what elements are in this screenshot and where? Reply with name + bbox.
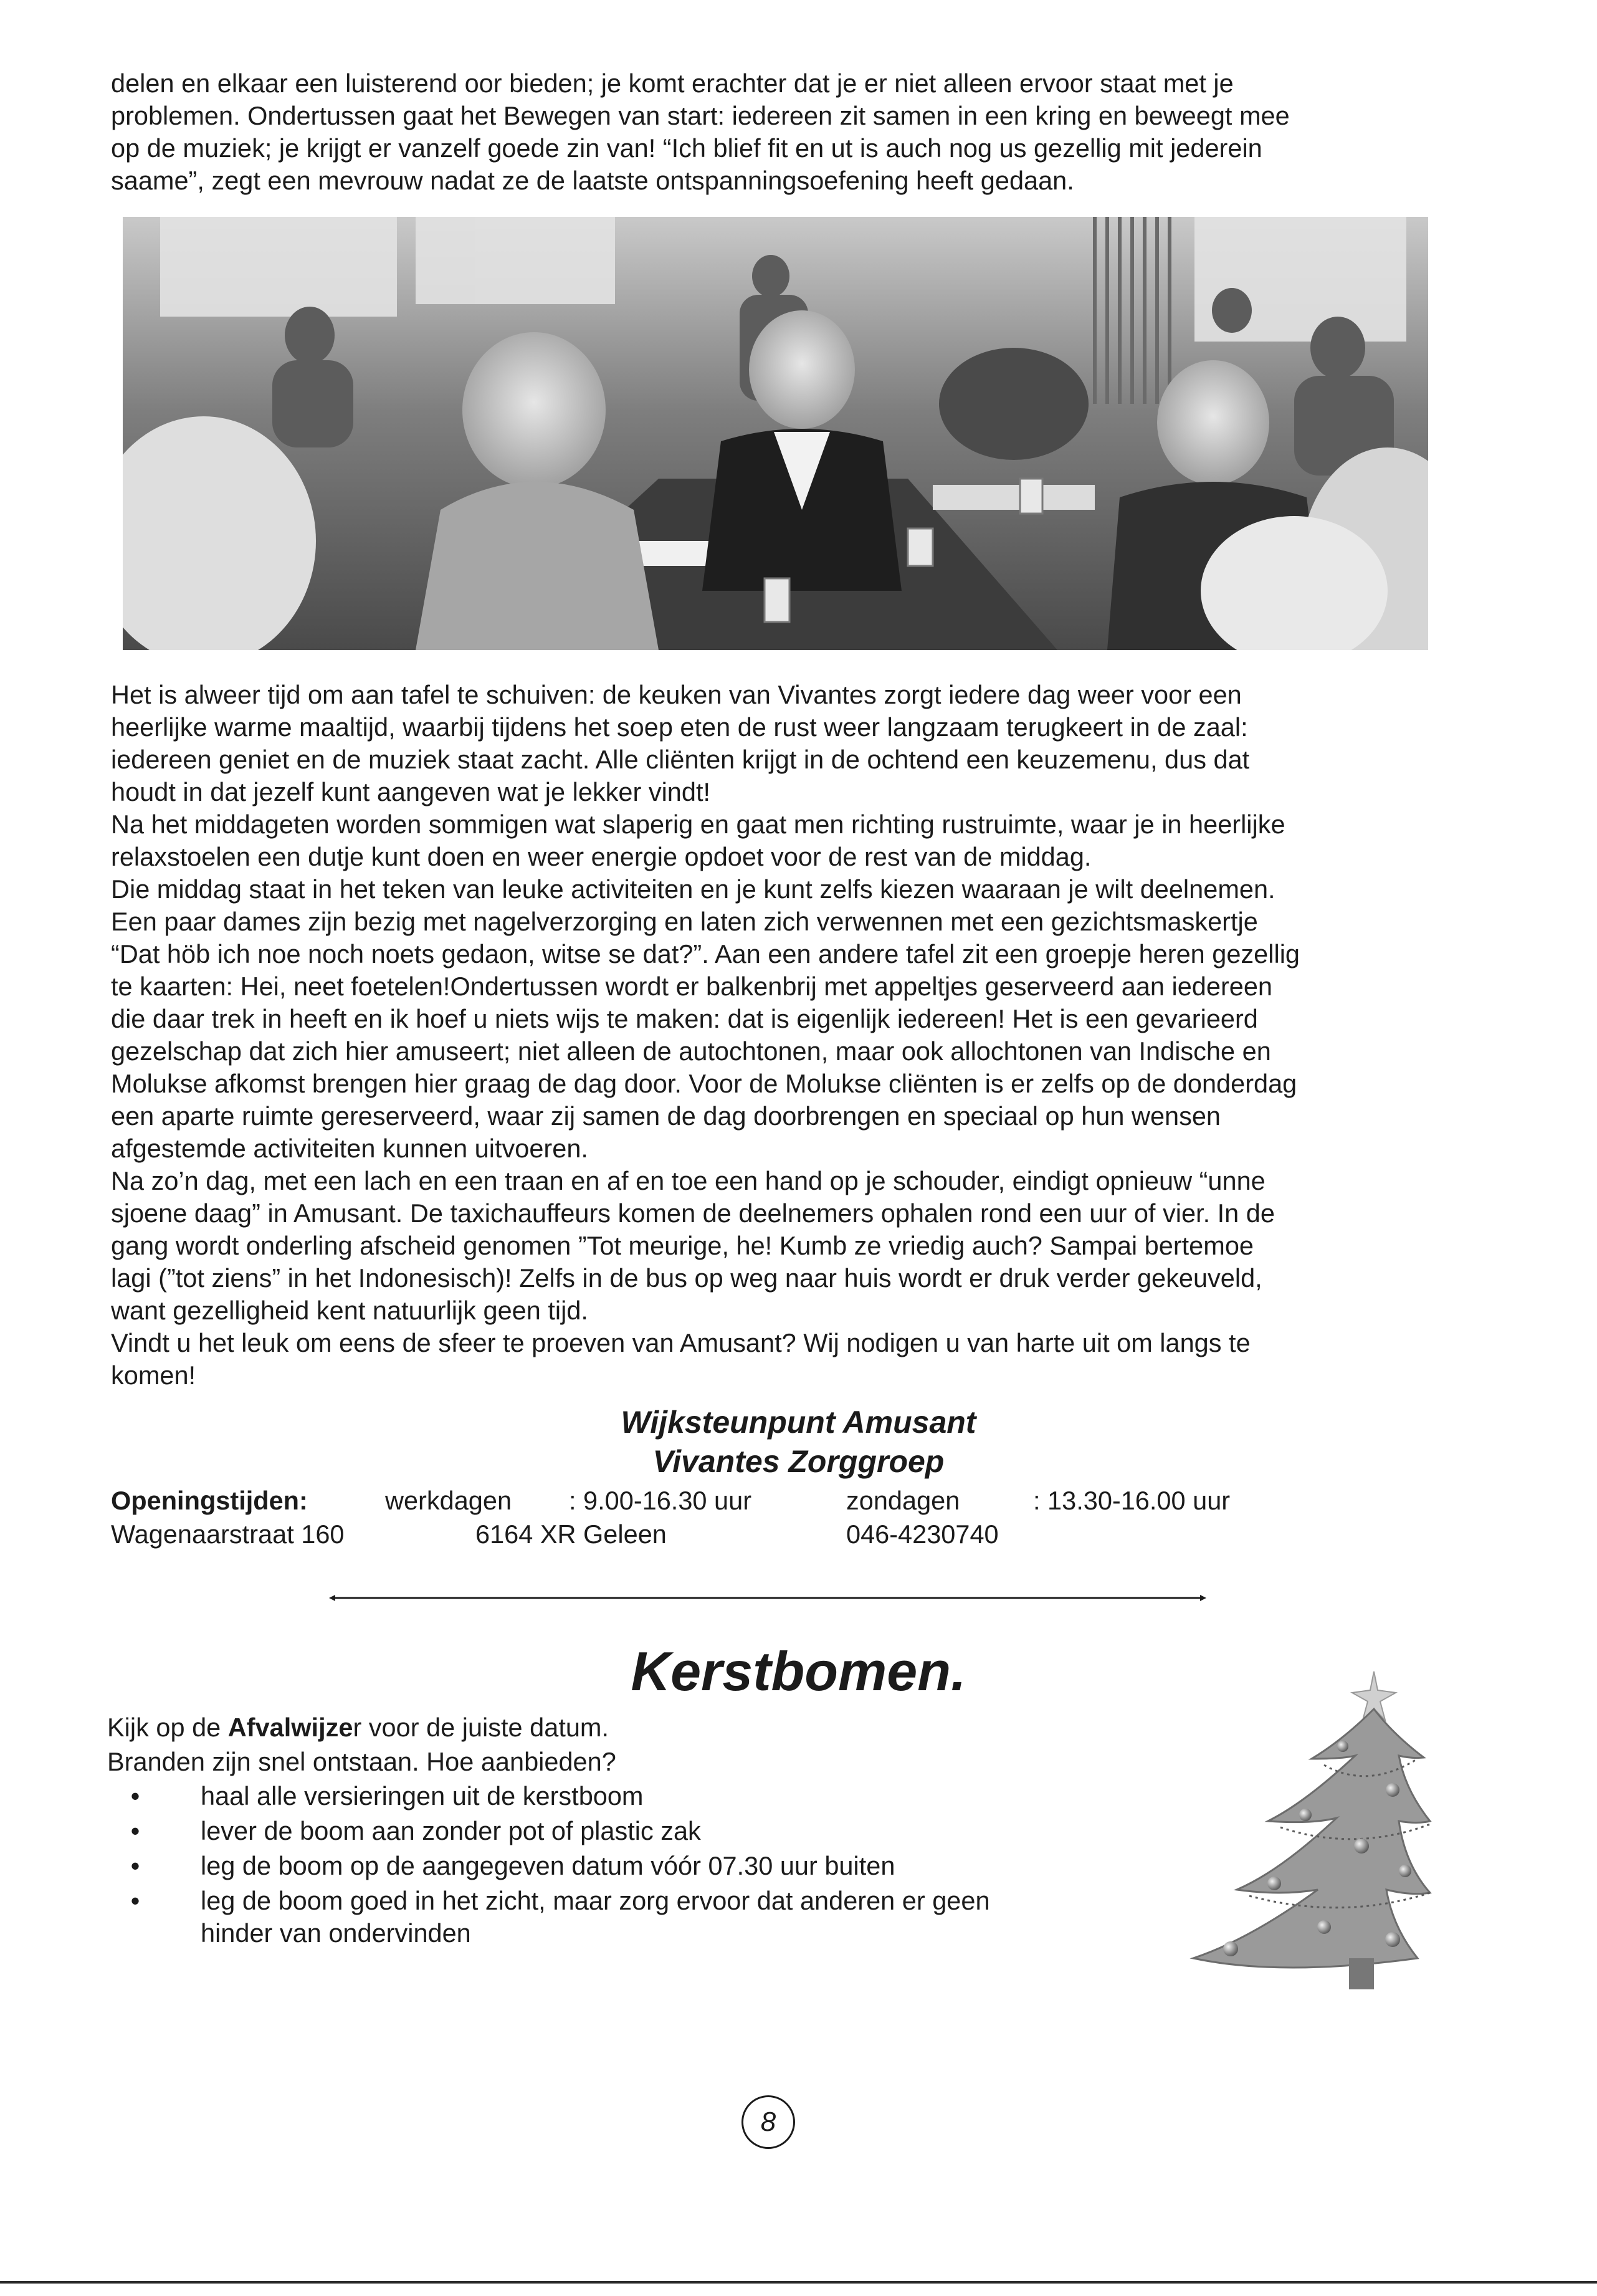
- text-line: saame”, zegt een mevrouw nadat ze de laatste ontspanningsoefening heeft gedaan.: [111, 166, 1074, 195]
- text-line: want gezelligheid kent natuurlijk geen tijd.: [111, 1296, 588, 1325]
- bullet-icon: •: [130, 1886, 140, 1915]
- text-line: Molukse afkomst brengen hier graag de dag door. Voor de Molukse cliënten is er zelfs op de donderdag: [111, 1069, 1297, 1098]
- kerstbomen-title: Kerstbomen.: [631, 1640, 966, 1702]
- text-line: Vindt u het leuk om eens de sfeer te proeven van Amusant? Wij nodigen u van harte uit om langs te: [111, 1328, 1251, 1357]
- street: Wagenaarstraat 160: [111, 1519, 345, 1549]
- text-line: Na zo’n dag, met een lach en een traan en af en toe een hand op je schouder, eindigt opnieuw “unne: [111, 1166, 1266, 1195]
- text-line: lagi (”tot ziens” in het Indonesisch)! Zelfs in de bus op weg naar huis wordt er druk verder gekeuveld,: [111, 1263, 1262, 1293]
- opening-hours-row: [111, 1485, 1438, 1517]
- text-line: problemen. Ondertussen gaat het Bewegen van start: iedereen zit samen in een kring en beweegt mee: [111, 101, 1290, 130]
- page-number: 8: [741, 2095, 795, 2149]
- text-line: gang wordt onderling afscheid genomen ”Tot meurige, he! Kumb ze vriedig auch? Sampai bertemoe: [111, 1231, 1254, 1260]
- weekdays-time: : 9.00-16.30 uur: [569, 1486, 752, 1515]
- text-line: Een paar dames zijn bezig met nagelverzorging en laten zich verwennen met een gezichtsmaskertje: [111, 907, 1258, 936]
- list-item-text: leg de boom op de aangegeven datum vóór 07.30 uur buiten: [201, 1851, 895, 1880]
- main-paragraph: [111, 679, 1438, 1392]
- line1-prefix: Kijk op de: [107, 1713, 228, 1742]
- afvalwijzer-line: [107, 1711, 609, 1744]
- text-line: Het is alweer tijd om aan tafel te schuiven: de keuken van Vivantes zorgt iedere dag weer voor een: [111, 680, 1242, 709]
- phone: 046-4230740: [846, 1519, 999, 1549]
- text-line: afgestemde activiteiten kunnen uitvoeren.: [111, 1134, 588, 1163]
- text-line: heerlijke warme maaltijd, waarbij tijdens het soep eten de rust weer langzaam terugkeert in de zaal:: [111, 712, 1248, 742]
- text-line: die daar trek in heeft en ik hoef u niets wijs te maken: dat is eigenlijk iedereen! Het is een gevarieerd: [111, 1004, 1258, 1033]
- org-group-heading: Vivantes Zorggroep: [652, 1444, 945, 1479]
- opening-hours-label: Openingstijden:: [111, 1486, 308, 1515]
- bottom-edge-rule: [0, 2281, 1597, 2284]
- afvalwijzer-label: Afvalwijze: [227, 1713, 353, 1742]
- line1-suffix: r voor de juiste datum.: [353, 1713, 609, 1742]
- address-row: [111, 1518, 1438, 1551]
- text-line: gezelschap dat zich hier amuseert; niet alleen de autochtonen, maar ook allochtonen van Indische en: [111, 1036, 1271, 1066]
- group-dining-photo: [123, 217, 1428, 650]
- bullet-icon: •: [130, 1816, 140, 1845]
- list-item-text: haal alle versieringen uit de kerstboom: [201, 1781, 644, 1810]
- text-line: houdt in dat jezelf kunt aangeven wat je lekker vindt!: [111, 777, 711, 806]
- christmas-tree-icon: [1156, 1665, 1449, 1996]
- text-line: op de muziek; je krijgt er vanzelf goede zin van! “Ich blief fit en ut is auch nog us gezellig mit jederein: [111, 133, 1262, 163]
- text-line: komen!: [111, 1361, 196, 1390]
- intro-paragraph: [111, 67, 1438, 197]
- org-name-heading: Wijksteunpunt Amusant: [621, 1405, 976, 1440]
- text-line: delen en elkaar een luisterend oor bieden; je komt erachter dat je er niet alleen ervoor staat met je: [111, 69, 1234, 98]
- postcode-city: 6164 XR Geleen: [475, 1519, 667, 1549]
- bullet-icon: •: [130, 1851, 140, 1880]
- branden-line: Branden zijn snel ontstaan. Hoe aanbieden?: [107, 1747, 616, 1776]
- text-line: iedereen geniet en de muziek staat zacht. Alle cliënten krijgt in de ochtend een keuzemenu, dus dat: [111, 745, 1250, 774]
- text-line: Na het middageten worden sommigen wat slaperig en gaat men richting rustruimte, waar je in heerlijke: [111, 810, 1285, 839]
- weekdays-label: werkdagen: [385, 1486, 512, 1515]
- text-line: Die middag staat in het teken van leuke activiteiten en je kunt zelfs kiezen waaraan je wilt deelnemen.: [111, 874, 1275, 904]
- section-divider: [329, 1593, 1206, 1603]
- text-line: te kaarten: Hei, neet foetelen!Ondertussen wordt er balkenbrij met appeltjes geserveerd aan iedereen: [111, 972, 1273, 1001]
- text-line: “Dat höb ich noe noch noets gedaon, witse se dat?”. Aan een andere tafel zit een groepje heren gezellig: [111, 939, 1300, 969]
- text-line: relaxstoelen een dutje kunt doen en weer energie opdoet voor de rest van de middag.: [111, 842, 1092, 871]
- photo-illustration: [123, 217, 1428, 650]
- list-item-text: lever de boom aan zonder pot of plastic zak: [201, 1816, 701, 1845]
- bullet-icon: •: [130, 1781, 140, 1810]
- list-item-text: leg de boom goed in het zicht, maar zorg ervoor dat anderen er geen: [201, 1886, 990, 1915]
- text-line: een aparte ruimte gereserveerd, waar zij samen de dag doorbrengen en speciaal op hun wensen: [111, 1101, 1221, 1131]
- text-line: sjoene daag” in Amusant. De taxichauffeurs komen de deelnemers ophalen rond een uur of vier. In de: [111, 1198, 1275, 1228]
- sundays-label: zondagen: [846, 1486, 960, 1515]
- sundays-time: : 13.30-16.00 uur: [1033, 1486, 1231, 1515]
- list-item-text: hinder van ondervinden: [201, 1918, 471, 1948]
